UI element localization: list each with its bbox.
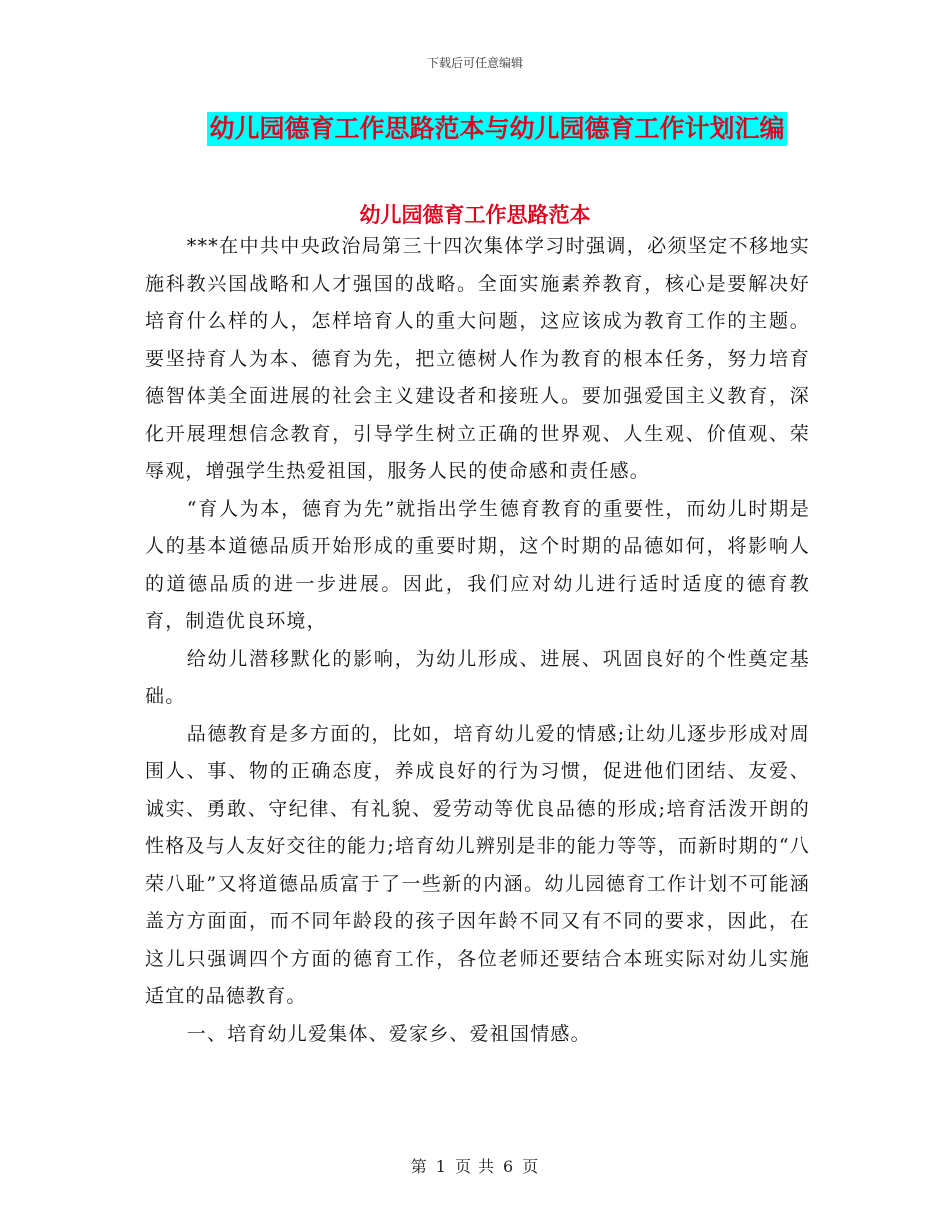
total-pages-number: 6 bbox=[503, 1157, 515, 1176]
document-title-container bbox=[0, 112, 950, 146]
section-title: 幼儿园德育工作思路范本 bbox=[359, 203, 591, 227]
paragraph: 一、培育幼儿爱集体、爱家乡、爱祖国情感。 bbox=[186, 1022, 591, 1045]
body-text bbox=[145, 228, 810, 1053]
paragraph: “育人为本，德育为先”就指出学生德育教育的重要性，而幼儿时期是人的基本道德品质开始形成的重要时期，这个时期的品德如何，将影响人的道德品质的进一步进展。因此，我们应对幼儿进行适时适度的德育教育，制造优良环境， bbox=[145, 497, 810, 632]
current-page-number: 1 bbox=[435, 1157, 447, 1176]
paragraph: 给幼儿潜移默化的影响，为幼儿形成、进展、巩固良好的个性奠定基础。 bbox=[145, 647, 810, 707]
page-label-prefix: 第 bbox=[410, 1157, 428, 1176]
page-footer bbox=[0, 1154, 950, 1177]
header-note: 下载后可任意编辑 bbox=[426, 56, 523, 70]
paragraph: 品德教育是多方面的，比如，培育幼儿爱的情感;让幼儿逐步形成对周围人、事、物的正确态度，养成良好的行为习惯，促进他们团结、友爱、诚实、勇敢、守纪律、有礼貌、爱劳动等优良品德的形成;培育活泼开朗的性格及与人友好交往的能力;培育幼儿辨别是非的能力等等，而新时期的“八荣八耻”又将道德品质富于了一些新的内涵。幼儿园德育工作计划不可能涵盖方方面面，而不同年龄段的孩子因年龄不同又有不同的要求，因此，在这儿只强调四个方面的德育工作，各位老师还要结合本班实际对幼儿实施适宜的品德教育。 bbox=[145, 722, 810, 1007]
document-title: 幼儿园德育工作思路范本与幼儿园德育工作计划汇编 bbox=[207, 112, 786, 146]
paragraph: ***在中共中央政治局第三十四次集体学习时强调，必须坚定不移地实施科教兴国战略和人才强国的战略。全面实施素养教育，核心是要解决好培育什么样的人，怎样培育人的重大问题，这应该成为教育工作的主题。要坚持育人为本、德育为先，把立德树人作为教育的根本任务，努力培育德智体美全面进展的社会主义建设者和接班人。要加强爱国主义教育，深化开展理想信念教育，引导学生树立正确的世界观、人生观、价值观、荣辱观，增强学生热爱祖国，服务人民的使命感和责任感。 bbox=[145, 235, 810, 482]
page-label-mid: 页 共 bbox=[454, 1157, 496, 1176]
page-label-suffix: 页 bbox=[522, 1157, 540, 1176]
